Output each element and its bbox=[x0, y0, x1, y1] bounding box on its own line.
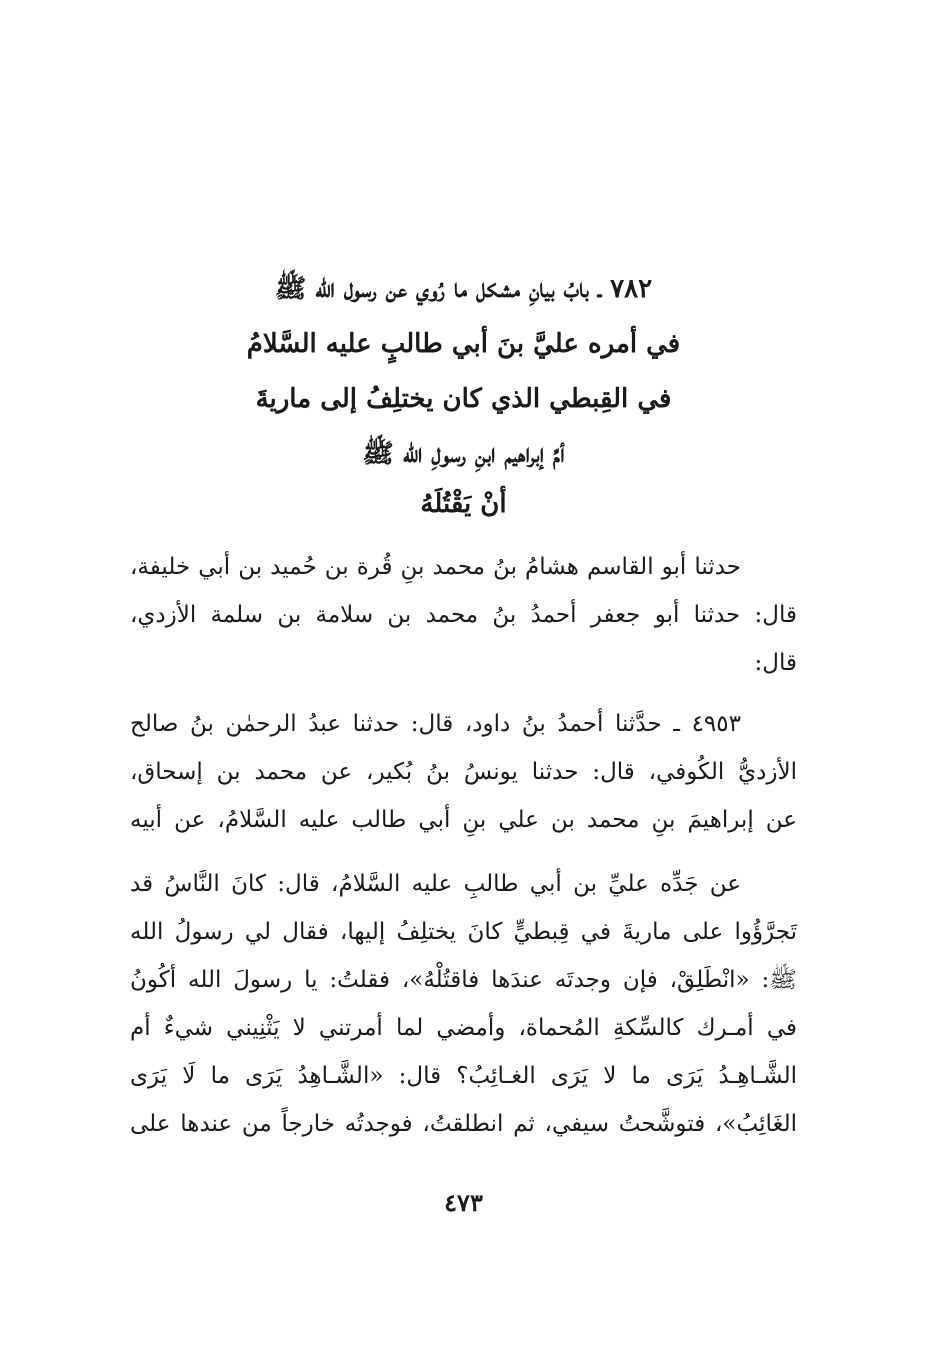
text-line: ﷺ: «انْطَلِقْ، فإن وجدتَه عندَها فاقتُلْهُ»، فقلتُ: يا رسولَ الله أكُونُ bbox=[130, 967, 797, 993]
text-line: الأزديُّ الكُوفي، قال: حدثنا يونسُ بنُ بُكير، عن محمد بن إسحاق، bbox=[130, 759, 797, 785]
text-line: في أمـرك كالسِّكةِ المُحماة، وأمضي لما أمرتني لا يَثْنِيني شيءٌ أم bbox=[130, 1015, 797, 1041]
text-line: عن إبراهيمَ بنِ محمد بن علي بنِ أبي طالب عليه السَّلامُ، عن أبيه bbox=[130, 807, 797, 833]
text-line: ٤٩٥٣ ـ حدَّثنا أحمدُ بنُ داود، قال: حدثنا عبدُ الرحمٰن بنُ صالح bbox=[130, 711, 741, 737]
text-line: الغَائِبُ»، فتوشَّحتُ سيفي، ثم انطلقتُ، فوجدتُه خارجاً من عندها على bbox=[130, 1111, 797, 1137]
page-number: ٤٧٣ bbox=[444, 1188, 483, 1217]
heading-line-3: في القِبطي الذي كان يختلِفُ إلى ماريةَ bbox=[255, 384, 672, 414]
heading-line-4: أمِّ إبراهيم ابنِ رسولِ الله ﷺ bbox=[362, 439, 565, 469]
text-line: حدثنا أبو القاسم هشامُ بنُ محمد بنِ قُرة بن حُميد بن أبي خليفة، bbox=[130, 554, 741, 580]
text-line: قال: bbox=[754, 650, 797, 676]
chapter-heading bbox=[130, 262, 797, 526]
hadith-4953-chain bbox=[130, 700, 797, 844]
text-line: عن جَدِّه عليِّ بن أبي طالبِ عليه السَّلامُ، قال: كانَ النَّاسُ قد bbox=[130, 871, 741, 897]
text-line: قال: حدثنا أبو جعفر أحمدُ بنُ محمد بن سلامة بن سلمة الأزدي، bbox=[130, 602, 797, 628]
heading-line-2: في أمره عليَّ بنَ أبي طالبٍ عليه السَّلامُ bbox=[246, 329, 681, 359]
heading-line-5: أنْ يَقْتُلَهُ bbox=[420, 489, 507, 519]
isnad-paragraph bbox=[130, 543, 797, 687]
text-line: تَجرَّؤُوا على ماريةَ في قِبطيٍّ كانَ يختلِفُ إليها، فقال لي رسولُ الله bbox=[130, 919, 797, 945]
heading-line-1: ٧٨٢ ـ بابُ بيانِ مشكل ما رُوي عن رسول الله ﷺ bbox=[274, 274, 653, 304]
text-line: الشَّـاهِـدُ يَرَى ما لا يَرَى الغـائِبُ؟ قال: «الشَّـاهِدُ يَرَى ما لَا يَرَى bbox=[130, 1063, 797, 1089]
hadith-4953-matn bbox=[130, 860, 797, 1148]
